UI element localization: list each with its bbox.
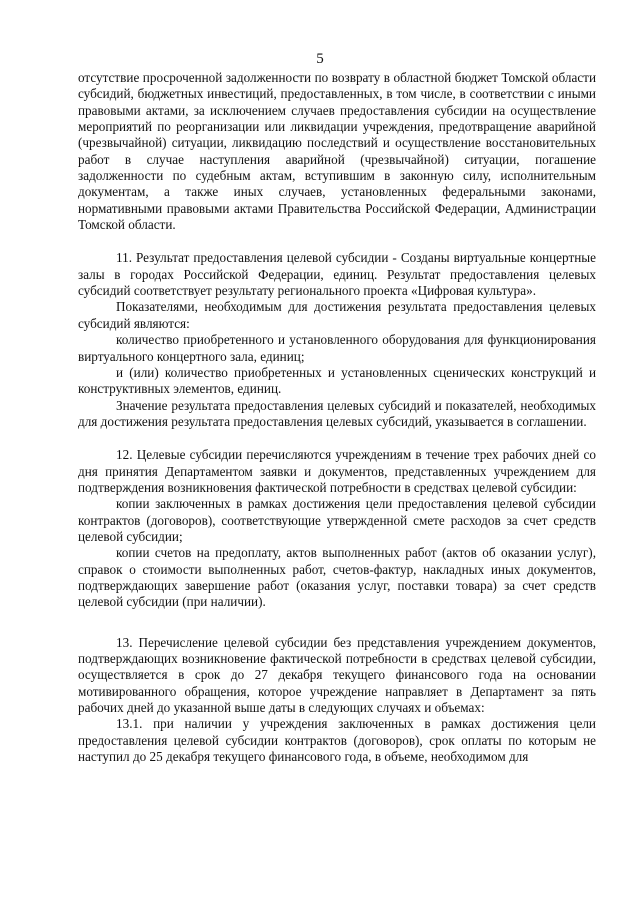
paragraph-13-1-contracts: 13.1. при наличии у учреждения заключенных в рамках достижения цели предоставления целевой субсидии контрактов (договоров), срок оплаты по которым не наступил до 25 декабря текущего финансового года, в объеме, необходимом для — [78, 716, 596, 765]
paragraph-indicator-constructions: и (или) количество приобретенных и установленных сценических конструкций и конструктивных элементов, единиц. — [78, 364, 596, 397]
paragraph-13-transfer-without-docs: 13. Перечисление целевой субсидии без представления учреждением документов, подтверждающих возникновение фактической потребности в средствах целевой субсидии, осуществляется в срок до 27 декабря текущего финансового года на основании мотивированного обращения, которое учреждение направляет в Департамент за пять рабочих дней до указанной выше даты в следующих случаях и объемах: — [78, 634, 596, 716]
paragraph-contract-copies: копии заключенных в рамках достижения цели предоставления целевой субсидии контрактов (договоров), соответствующие утвержденной смете расходов за счет средств целевой субсидии; — [78, 496, 596, 544]
page-number: 5 — [316, 51, 324, 67]
paragraph-agreement-values: Значение результата предоставления целевых субсидий и показателей, необходимых для достижения результата предоставления целевых субсидий, указывается в соглашении. — [78, 397, 596, 429]
paragraph-indicators-intro: Показателями, необходимым для достижения результата предоставления целевых субсидий являются: — [78, 299, 596, 331]
paragraph-invoice-copies: копии счетов на предоплату, актов выполненных работ (актов об оказании услуг), справок о стоимости выполненных работ, счетов-фактур, накладных иных документов, подтверждающих завершение работ (оказания услуг, поставки товара) за счет средств целевой субсидии (при наличии). — [78, 545, 596, 610]
document-body — [78, 70, 596, 765]
paragraph-debt-condition: отсутствие просроченной задолженности по возврату в областной бюджет Томской области субсидий, бюджетных инвестиций, предоставленных, в том числе, в соответствии с иными правовыми актами, за исключением случаев предоставления субсидии на осуществление мероприятий по реорганизации или ликвидации учреждения, предотвращение аварийной (чрезвычайной) ситуации, ликвидацию последствий и осуществление восстановительных работ в случае наступления аварийной (чрезвычайной) ситуации, погашение задолженности по судебным актам, вступившим в законную силу, исполнительным документам, а также иных случаев, установленных федеральными законами, нормативными правовыми актами Правительства Российской Федерации, Администрации Томской области. — [78, 70, 596, 233]
paragraph-11-result: 11. Результат предоставления целевой субсидии - Созданы виртуальные концертные залы в городах Российской Федерации, единиц. Результат предоставления целевых субсидий соответствует результату регионального проекта «Цифровая культура». — [78, 250, 596, 299]
paragraph-indicator-equipment: количество приобретенного и установленного оборудования для функционирования виртуального концертного зала, единиц; — [78, 332, 596, 364]
paragraph-12-transfer: 12. Целевые субсидии перечисляются учреждениям в течение трех рабочих дней со дня принятия Департаментом заявки и документов, представленных учреждением для подтверждения возникновения фактической потребности в средствах целевой субсидии: — [78, 447, 596, 495]
